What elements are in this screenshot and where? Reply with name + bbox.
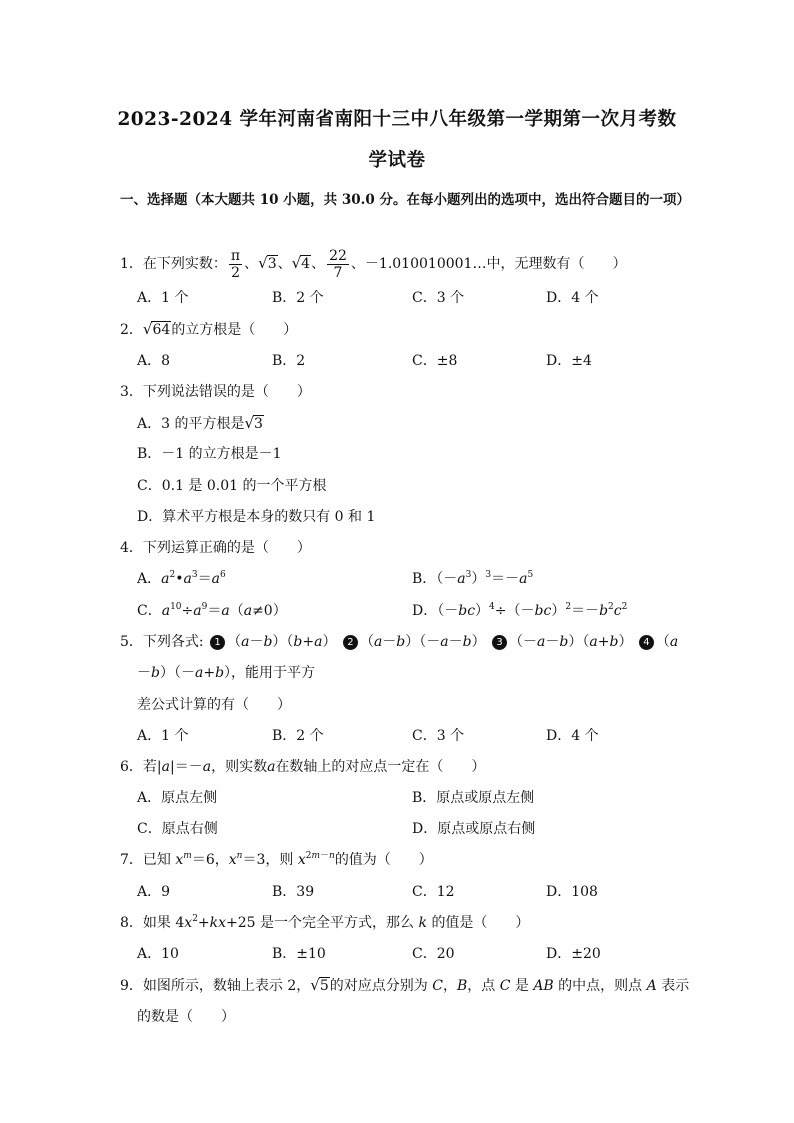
- question-3: 3．下列说法错误的是（ ）: [120, 384, 311, 400]
- q2-option-a[interactable]: A．8: [137, 353, 171, 369]
- circled-3: 3: [492, 635, 507, 650]
- sqrt-64: 64: [152, 322, 171, 338]
- q1-option-d[interactable]: D．4 个: [546, 290, 599, 306]
- circled-2: 2: [343, 635, 358, 650]
- q6-option-d[interactable]: D．原点或原点右侧: [412, 821, 536, 837]
- q8-option-a[interactable]: A．10: [137, 946, 179, 962]
- q3-option-a[interactable]: A．3 的平方根是√3: [137, 414, 263, 432]
- q4-option-d[interactable]: D．$(-bc)^4\div(-bc)^2=-b^2c^2$: [412, 602, 628, 619]
- q4-option-b[interactable]: B．$(-a^3)^3=-a^5$: [412, 570, 534, 587]
- q5-option-d[interactable]: D．4 个: [546, 728, 599, 744]
- q8-option-b[interactable]: B．±10: [272, 946, 326, 962]
- q7-option-c[interactable]: C．12: [412, 884, 455, 900]
- exam-title-line2: 学试卷: [368, 150, 426, 171]
- sqrt-5: 5: [319, 978, 329, 994]
- question-2: 2．√64的立方根是（ ）: [120, 320, 298, 338]
- q2-option-d[interactable]: D．±4: [546, 353, 592, 369]
- sqrt-4: 4: [301, 256, 311, 272]
- question-1: 1．在下列实数： $\frac{\pi}{2}$ 、√3、√4、 $\frac{22}{7}$ 、－1.010010001…中，无理数有（ ）: [120, 247, 627, 281]
- sqrt-3: 3: [254, 416, 263, 432]
- section-heading: 一、选择题（本大题共 10 小题，共 30.0 分。在每小题列出的选项中，选出符合题目的一项）: [120, 192, 690, 208]
- q8-option-c[interactable]: C．20: [412, 946, 455, 962]
- sqrt-3: 3: [267, 256, 277, 272]
- q7-option-d[interactable]: D．108: [546, 884, 598, 900]
- q6-option-c[interactable]: C．原点右侧: [137, 821, 218, 837]
- question-5-cont: －b）（－a+b），能用于平方: [137, 665, 316, 681]
- exam-title-line1: 2023-2024 学年河南省南阳十三中八年级第一学期第一次月考数: [117, 109, 677, 130]
- q7-option-b[interactable]: B．39: [272, 884, 315, 900]
- q1-option-a[interactable]: A．1 个: [137, 290, 189, 306]
- q5-option-c[interactable]: C．3 个: [412, 728, 465, 744]
- q2-option-c[interactable]: C．±8: [412, 353, 458, 369]
- q3-option-b[interactable]: B．－1 的立方根是－1: [137, 446, 282, 462]
- q5-option-b[interactable]: B．2 个: [272, 728, 324, 744]
- question-5: 5．下列各式: 1 （a－b）（b+a） 2 （a－b）（－a－b） 3 （－a－b）（a+b） 4 （a: [120, 634, 679, 650]
- question-8: 8．如果 $4x^2+kx+25$ 是一个完全平方式，那么 k 的值是（ ）: [120, 914, 530, 931]
- question-6: 6．若|a|＝－a，则实数a在数轴上的对应点一定在（ ）: [120, 759, 486, 775]
- q2-option-b[interactable]: B．2: [272, 353, 306, 369]
- q5-option-a[interactable]: A．1 个: [137, 728, 189, 744]
- q8-option-d[interactable]: D．±20: [546, 946, 601, 962]
- q3-option-c[interactable]: C．0.1 是 0.01 的一个平方根: [137, 478, 327, 494]
- question-9-cont: 的数是（ ）: [137, 1009, 235, 1025]
- question-7: 7．已知 $x^m=6$，$x^n=3$，则 $x^{2m-n}$的值为（ ）: [120, 851, 433, 868]
- q1-option-b[interactable]: B．2 个: [272, 290, 324, 306]
- q3-option-d[interactable]: D．算术平方根是本身的数只有 0 和 1: [137, 509, 376, 525]
- fraction-22-7: $\frac{22}{7}$: [329, 247, 347, 281]
- circled-1: 1: [210, 635, 225, 650]
- question-9: 9．如图所示，数轴上表示 2，√5的对应点分别为 C，B，点 C 是 AB 的中点，则点 A 表示: [120, 976, 690, 994]
- q4-option-a[interactable]: A．$a^2•a^3=a^6$: [137, 570, 226, 587]
- question-5-cont2: 差公式计算的有（ ）: [137, 697, 291, 713]
- q6-option-b[interactable]: B．原点或原点左侧: [412, 790, 535, 806]
- pi-over-2: $\frac{\pi}{2}$: [230, 247, 241, 281]
- q7-option-a[interactable]: A．9: [137, 884, 171, 900]
- circled-4: 4: [639, 635, 654, 650]
- q6-option-a[interactable]: A．原点左侧: [137, 790, 218, 806]
- question-4: 4．下列运算正确的是（ ）: [120, 540, 311, 556]
- q4-option-c[interactable]: C．$a^{10}\div a^9=a(a\ne 0)$: [137, 602, 287, 619]
- q1-option-c[interactable]: C．3 个: [412, 290, 465, 306]
